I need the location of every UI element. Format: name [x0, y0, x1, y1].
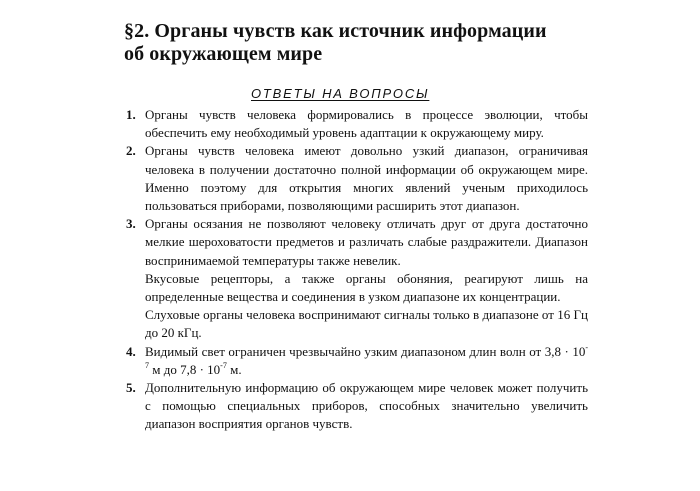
answer-text: Органы чувств человека формировались в процессе эволюции, чтобы обеспечить ему необходимый уровень адаптации к окружающему миру.: [145, 107, 588, 141]
answer-text-part-b: м до 7,8 · 10: [149, 361, 221, 377]
answer-text-touch: Органы осязания не позволяют человеку отличать друг от друга достаточно мелкие шероховатости предметов и различать слабые раздражители. Диапазон воспринимаемой температуры также невелик.: [145, 216, 588, 268]
section-title-line-2: об окружающем мире: [124, 43, 323, 65]
exponent-a: -7: [145, 342, 588, 370]
answer-number: 5.: [126, 380, 136, 396]
answer-item-1: [126, 106, 588, 142]
answer-text: Дополнительную информацию об окружающем мире человек может получить с помощью специальных приборов, способных значительно увеличить диапазон восприятия органов чувств.: [145, 380, 588, 432]
answer-text: Органы чувств человека имеют довольно узкий диапазон, ограничивая человека в получении достаточно полной информации об окружающем мире. Именно поэтому для открытия многих явлений ученым приходилось пользоваться приборами, позволяющими расширить этот диапазон.: [145, 143, 588, 214]
answer-number: 1.: [126, 107, 136, 122]
answer-item-4: [126, 343, 588, 379]
answer-text-part-c: м.: [226, 361, 242, 377]
exponent-b: -7: [220, 360, 227, 370]
answer-text-part-a: Видимый свет ограничен чрезвычайно узким диапазоном длин волн от 3,8 · 10: [145, 343, 586, 359]
answers-subheading: ОТВЕТЫ НА ВОПРОСЫ: [251, 86, 430, 101]
answer-number: 4.: [126, 343, 136, 359]
answers-list: [126, 106, 588, 434]
answer-item-5: [126, 379, 588, 434]
answer-text: [145, 343, 588, 379]
answer-text-hearing: Слуховые органы человека воспринимают сигналы только в диапазоне от 16 Гц до 20 кГц.: [145, 307, 588, 341]
answer-text-taste-smell: Вкусовые рецепторы, а также органы обоняния, реагируют лишь на определенные вещества и соединения в узком диапазоне их концентрации.: [145, 270, 588, 305]
answer-item-2: [126, 142, 588, 215]
answer-number: 3.: [126, 216, 136, 232]
section-title-line-1: §2. Органы чувств как источник информации: [124, 20, 547, 42]
answer-item-3: [126, 215, 588, 342]
answer-number: 2.: [126, 143, 136, 159]
section-title: [124, 20, 604, 66]
